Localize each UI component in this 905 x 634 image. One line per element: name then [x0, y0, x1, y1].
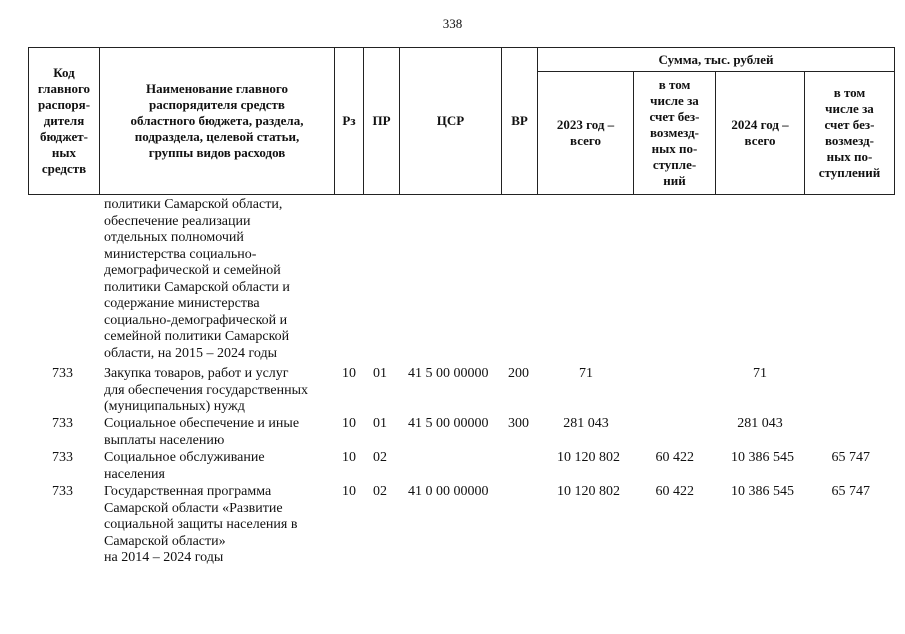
row-rz: 10	[342, 416, 356, 431]
row-name: Государственная программа Самарской области «Развитие социальной защиты населения в Самарской области» на 2014 – 2024 годы	[104, 484, 298, 565]
header-code	[28, 47, 100, 195]
header-2023-total-label: 2023 год – всего	[556, 117, 615, 148]
row-2023-incl: 60 422	[655, 484, 694, 499]
header-rz-label: Рз	[342, 113, 356, 128]
header-2024-incl-label: в том числе за счет без- возмезд- ных по- ступлений	[818, 85, 881, 180]
row-2024-total: 281 043	[737, 416, 783, 431]
row-2023-total: 281 043	[563, 416, 609, 431]
header-2024-total	[715, 71, 805, 195]
header-vr	[501, 47, 538, 195]
row-rz: 10	[342, 366, 356, 381]
row-name: Закупка товаров, работ и услуг для обеспечения государственных (муниципальных) нужд	[104, 366, 308, 414]
row-code: 733	[52, 450, 73, 465]
header-2023-incl	[633, 71, 716, 195]
header-name	[99, 47, 335, 195]
header-vr-label: ВР	[511, 113, 528, 128]
row-name: политики Самарской области, обеспечение реализации отдельных полномочий министерства социально- демографической и семейной политики Самарской области и содержание министерства социально-демографической и семейной политики Самарской области, на 2015 – 2024 годы	[104, 197, 290, 361]
row-csr: 41 0 00 00000	[408, 484, 489, 499]
header-2023-incl-label: в том числе за счет без- возмезд- ных по- ступле- ний	[649, 77, 700, 188]
row-2024-total: 71	[753, 366, 767, 381]
header-rz	[334, 47, 364, 195]
header-name-label: Наименование главного распорядителя средств областного бюджета, раздела, подраздела, целевой статьи, группы видов расходов	[130, 81, 304, 160]
header-csr-label: ЦСР	[436, 113, 465, 128]
row-pr: 01	[373, 366, 387, 381]
header-csr	[399, 47, 502, 195]
row-2024-incl: 65 747	[831, 484, 870, 499]
row-code: 733	[52, 416, 73, 431]
row-2023-total: 10 120 802	[557, 484, 620, 499]
row-2024-total: 10 386 545	[731, 484, 794, 499]
row-csr: 41 5 00 00000	[408, 416, 489, 431]
row-vr: 200	[508, 366, 529, 381]
header-pr	[363, 47, 400, 195]
row-code: 733	[52, 366, 73, 381]
row-2023-total: 71	[579, 366, 593, 381]
header-2024-total-label: 2024 год – всего	[731, 117, 789, 148]
header-sum	[537, 47, 895, 72]
header-2023-total	[537, 71, 634, 195]
header-2024-incl	[804, 71, 895, 195]
row-2023-incl: 60 422	[655, 450, 694, 465]
row-pr: 02	[373, 450, 387, 465]
page-number: 338	[442, 16, 463, 31]
header-pr-label: ПР	[372, 113, 391, 128]
row-rz: 10	[342, 484, 356, 499]
header-sum-label: Сумма, тыс. рублей	[658, 51, 774, 67]
row-code: 733	[52, 484, 73, 499]
row-2024-total: 10 386 545	[731, 450, 794, 465]
row-vr: 300	[508, 416, 529, 431]
row-name: Социальное обеспечение и иные выплаты населению	[104, 416, 300, 448]
row-name: Социальное обслуживание населения	[104, 450, 265, 482]
row-rz: 10	[342, 450, 356, 465]
row-csr: 41 5 00 00000	[408, 366, 489, 381]
row-2023-total: 10 120 802	[557, 450, 620, 465]
header-code-label: Код главного распоря- дителя бюджет- ных средств	[37, 65, 91, 176]
row-2024-incl: 65 747	[831, 450, 870, 465]
row-pr: 02	[373, 484, 387, 499]
row-pr: 01	[373, 416, 387, 431]
